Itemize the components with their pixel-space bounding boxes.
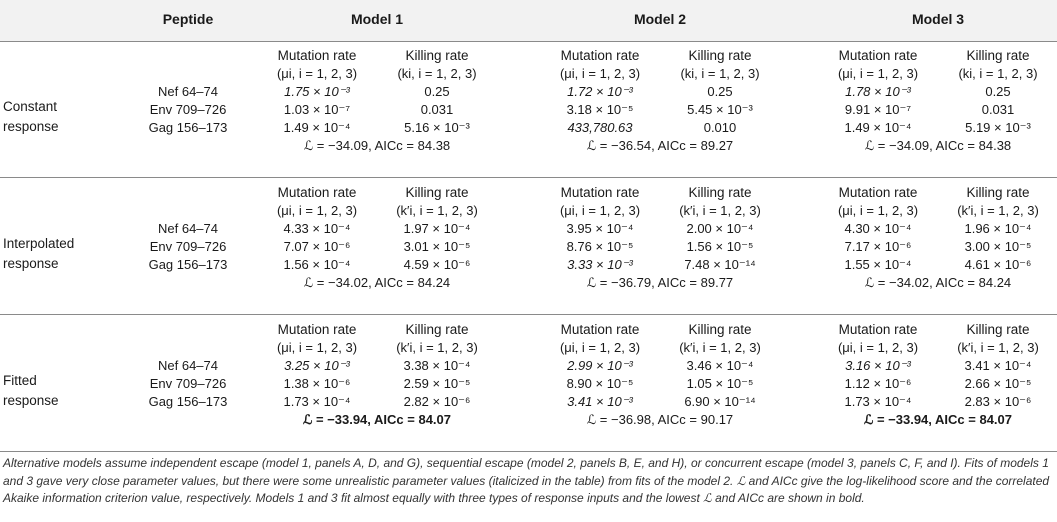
model1-killing-cell: 0.25 — [424, 84, 450, 99]
model3-mutation-cell: 1.73 × 10⁻⁴ — [844, 394, 912, 409]
model1-mutation-cell: 3.25 × 10⁻³ — [284, 358, 350, 373]
peptide-cell: Nef 64–74 — [158, 221, 218, 236]
model3-mutation-cell: 4.30 × 10⁻⁴ — [844, 221, 912, 236]
mutation-rate-head: Mutation rate — [277, 185, 357, 200]
killing-rate-symbol: (ki, i = 1, 2, 3) — [680, 66, 760, 81]
model2-mutation-cell: 3.95 × 10⁻⁴ — [566, 221, 634, 236]
model1-summary: ℒ = −33.94, AICc = 84.07 — [302, 412, 451, 427]
group-label-line1: Interpolated — [3, 236, 75, 251]
table-header — [0, 0, 1057, 42]
model2-mutation-cell: 8.76 × 10⁻⁵ — [566, 239, 634, 254]
mutation-rate-head: Mutation rate — [838, 48, 918, 63]
group-label-line2: response — [3, 393, 59, 408]
model1-mutation-cell: 7.07 × 10⁻⁶ — [283, 239, 351, 254]
table-row — [0, 238, 1057, 256]
killing-rate-symbol: (k′i, i = 1, 2, 3) — [679, 203, 761, 218]
mutation-rate-head: Mutation rate — [560, 322, 640, 337]
summary-row — [0, 137, 1057, 155]
table-caption: Alternative models assume independent escape (model 1, panels A, D, and G), sequential escape (model 2, panels B, E, and H), or concurrent escape (model 3, panels C, F, and I). Fits of models 1 and 3 gave very close parameter values, but there were some unrealistic parameter values (italicized in the table) from fits of the model 2. ℒ and AICc give the log-likelihood score and the correlated Akaike information criterion value, respectively. Models 1 and 3 fit almost equally with three types of response inputs and the lowest ℒ and AICc are shown in bold. — [3, 456, 1050, 505]
killing-rate-head: Killing rate — [688, 48, 752, 63]
model2-killing-cell: 1.05 × 10⁻⁵ — [686, 376, 754, 391]
model2-summary: ℒ = −36.98, AICc = 90.17 — [586, 412, 734, 427]
peptide-cell: Gag 156–173 — [148, 394, 228, 409]
killing-rate-head: Killing rate — [405, 322, 469, 337]
mutation-rate-symbol: (μi, i = 1, 2, 3) — [837, 66, 919, 81]
summary-row — [0, 274, 1057, 292]
model1-summary: ℒ = −34.09, AICc = 84.38 — [303, 138, 451, 153]
mutation-rate-symbol: (μi, i = 1, 2, 3) — [276, 203, 358, 218]
model1-killing-cell: 2.82 × 10⁻⁶ — [403, 394, 471, 409]
mutation-rate-head: Mutation rate — [560, 48, 640, 63]
row-divider — [0, 177, 1057, 178]
killing-rate-head: Killing rate — [688, 185, 752, 200]
peptide-cell: Env 709–726 — [149, 239, 227, 254]
killing-rate-symbol: (ki, i = 1, 2, 3) — [397, 66, 477, 81]
model3-killing-cell: 4.61 × 10⁻⁶ — [964, 257, 1032, 272]
model2-mutation-cell: 433,780.63 — [567, 120, 633, 135]
model2-mutation-cell: 3.41 × 10⁻³ — [567, 394, 633, 409]
peptide-cell: Nef 64–74 — [158, 358, 218, 373]
group-label-line1: Fitted — [3, 373, 37, 388]
model1-mutation-cell: 1.73 × 10⁻⁴ — [283, 394, 351, 409]
mutation-rate-head: Mutation rate — [838, 185, 918, 200]
model1-mutation-cell: 1.38 × 10⁻⁶ — [283, 376, 351, 391]
model2-mutation-cell: 8.90 × 10⁻⁵ — [566, 376, 634, 391]
peptide-cell: Env 709–726 — [149, 102, 227, 117]
model1-killing-cell: 1.97 × 10⁻⁴ — [403, 221, 471, 236]
killing-rate-symbol: (ki, i = 1, 2, 3) — [958, 66, 1038, 81]
model3-header: Model 3 — [911, 11, 965, 27]
model3-killing-cell: 2.83 × 10⁻⁶ — [964, 394, 1032, 409]
column-head-row — [0, 184, 1057, 202]
killing-rate-symbol: (k′i, i = 1, 2, 3) — [957, 203, 1039, 218]
model3-mutation-cell: 9.91 × 10⁻⁷ — [844, 102, 912, 117]
group-label-line2: response — [3, 119, 59, 134]
model2-killing-cell: 2.00 × 10⁻⁴ — [686, 221, 754, 236]
model3-mutation-cell: 7.17 × 10⁻⁶ — [844, 239, 912, 254]
model2-summary: ℒ = −36.54, AICc = 89.27 — [586, 138, 734, 153]
model2-mutation-cell: 3.18 × 10⁻⁵ — [566, 102, 634, 117]
model3-killing-cell: 0.25 — [985, 84, 1011, 99]
model2-killing-cell: 5.45 × 10⁻³ — [687, 102, 753, 117]
subhead-row — [0, 65, 1057, 83]
mutation-rate-symbol: (μi, i = 1, 2, 3) — [559, 203, 641, 218]
model2-header: Model 2 — [633, 11, 687, 27]
killing-rate-head: Killing rate — [966, 322, 1030, 337]
mutation-rate-symbol: (μi, i = 1, 2, 3) — [276, 66, 358, 81]
model2-mutation-cell: 3.33 × 10⁻³ — [567, 257, 633, 272]
model3-summary: ℒ = −34.02, AICc = 84.24 — [864, 275, 1012, 290]
model3-mutation-cell: 1.78 × 10⁻³ — [845, 84, 911, 99]
model3-mutation-cell: 3.16 × 10⁻³ — [845, 358, 911, 373]
model1-mutation-cell: 1.75 × 10⁻³ — [284, 84, 350, 99]
model2-mutation-cell: 2.99 × 10⁻³ — [567, 358, 633, 373]
mutation-rate-symbol: (μi, i = 1, 2, 3) — [837, 340, 919, 355]
killing-rate-head: Killing rate — [688, 322, 752, 337]
mutation-rate-head: Mutation rate — [277, 48, 357, 63]
table-bottom-rule — [0, 451, 1057, 452]
subhead-row — [0, 202, 1057, 220]
model1-summary: ℒ = −34.02, AICc = 84.24 — [303, 275, 451, 290]
mutation-rate-symbol: (μi, i = 1, 2, 3) — [837, 203, 919, 218]
mutation-rate-symbol: (μi, i = 1, 2, 3) — [276, 340, 358, 355]
model2-killing-cell: 3.46 × 10⁻⁴ — [686, 358, 754, 373]
column-head-row — [0, 321, 1057, 339]
model1-killing-cell: 5.16 × 10⁻³ — [404, 120, 470, 135]
killing-rate-symbol: (k′i, i = 1, 2, 3) — [957, 340, 1039, 355]
model1-killing-cell: 3.38 × 10⁻⁴ — [403, 358, 471, 373]
column-head-row — [0, 47, 1057, 65]
model3-summary: ℒ = −33.94, AICc = 84.07 — [863, 412, 1012, 427]
model2-summary: ℒ = −36.79, AICc = 89.77 — [586, 275, 734, 290]
peptide-cell: Gag 156–173 — [148, 120, 228, 135]
killing-rate-symbol: (k′i, i = 1, 2, 3) — [679, 340, 761, 355]
mutation-rate-symbol: (μi, i = 1, 2, 3) — [559, 340, 641, 355]
peptide-cell: Gag 156–173 — [148, 257, 228, 272]
model1-killing-cell: 0.031 — [420, 102, 454, 117]
group-label-line2: response — [3, 256, 59, 271]
model2-mutation-cell: 1.72 × 10⁻³ — [567, 84, 633, 99]
mutation-rate-head: Mutation rate — [277, 322, 357, 337]
model2-killing-cell: 7.48 × 10⁻¹⁴ — [684, 257, 756, 272]
model1-header: Model 1 — [350, 11, 404, 27]
summary-row — [0, 411, 1057, 429]
model2-killing-cell: 0.010 — [703, 120, 737, 135]
killing-rate-head: Killing rate — [966, 185, 1030, 200]
table-row — [0, 119, 1057, 137]
group-label-line1: Constant — [3, 99, 58, 114]
model3-killing-cell: 3.00 × 10⁻⁵ — [964, 239, 1032, 254]
row-divider — [0, 314, 1057, 315]
table-row — [0, 357, 1057, 375]
model2-killing-cell: 1.56 × 10⁻⁵ — [686, 239, 754, 254]
model1-mutation-cell: 1.49 × 10⁻⁴ — [283, 120, 351, 135]
model2-killing-cell: 6.90 × 10⁻¹⁴ — [684, 394, 756, 409]
model3-mutation-cell: 1.49 × 10⁻⁴ — [844, 120, 912, 135]
killing-rate-head: Killing rate — [405, 48, 469, 63]
mutation-rate-head: Mutation rate — [560, 185, 640, 200]
killing-rate-symbol: (k′i, i = 1, 2, 3) — [396, 203, 478, 218]
killing-rate-head: Killing rate — [966, 48, 1030, 63]
table-row — [0, 393, 1057, 411]
model1-mutation-cell: 1.56 × 10⁻⁴ — [283, 257, 351, 272]
model1-killing-cell: 4.59 × 10⁻⁶ — [403, 257, 471, 272]
mutation-rate-head: Mutation rate — [838, 322, 918, 337]
model3-mutation-cell: 1.55 × 10⁻⁴ — [844, 257, 912, 272]
model3-mutation-cell: 1.12 × 10⁻⁶ — [844, 376, 912, 391]
model1-killing-cell: 3.01 × 10⁻⁵ — [403, 239, 471, 254]
model2-killing-cell: 0.25 — [707, 84, 733, 99]
table-row — [0, 101, 1057, 119]
table-row — [0, 220, 1057, 238]
model3-summary: ℒ = −34.09, AICc = 84.38 — [864, 138, 1012, 153]
model3-killing-cell: 1.96 × 10⁻⁴ — [964, 221, 1032, 236]
table-row — [0, 256, 1057, 274]
peptide-header: Peptide — [162, 11, 214, 27]
model3-killing-cell: 5.19 × 10⁻³ — [965, 120, 1031, 135]
model3-killing-cell: 2.66 × 10⁻⁵ — [964, 376, 1032, 391]
table-row — [0, 375, 1057, 393]
model1-killing-cell: 2.59 × 10⁻⁵ — [403, 376, 471, 391]
table-row — [0, 83, 1057, 101]
model1-mutation-cell: 4.33 × 10⁻⁴ — [283, 221, 351, 236]
peptide-cell: Nef 64–74 — [158, 84, 218, 99]
killing-rate-head: Killing rate — [405, 185, 469, 200]
subhead-row — [0, 339, 1057, 357]
model3-killing-cell: 3.41 × 10⁻⁴ — [964, 358, 1032, 373]
model1-mutation-cell: 1.03 × 10⁻⁷ — [283, 102, 351, 117]
peptide-cell: Env 709–726 — [149, 376, 227, 391]
killing-rate-symbol: (k′i, i = 1, 2, 3) — [396, 340, 478, 355]
mutation-rate-symbol: (μi, i = 1, 2, 3) — [559, 66, 641, 81]
model3-killing-cell: 0.031 — [981, 102, 1015, 117]
